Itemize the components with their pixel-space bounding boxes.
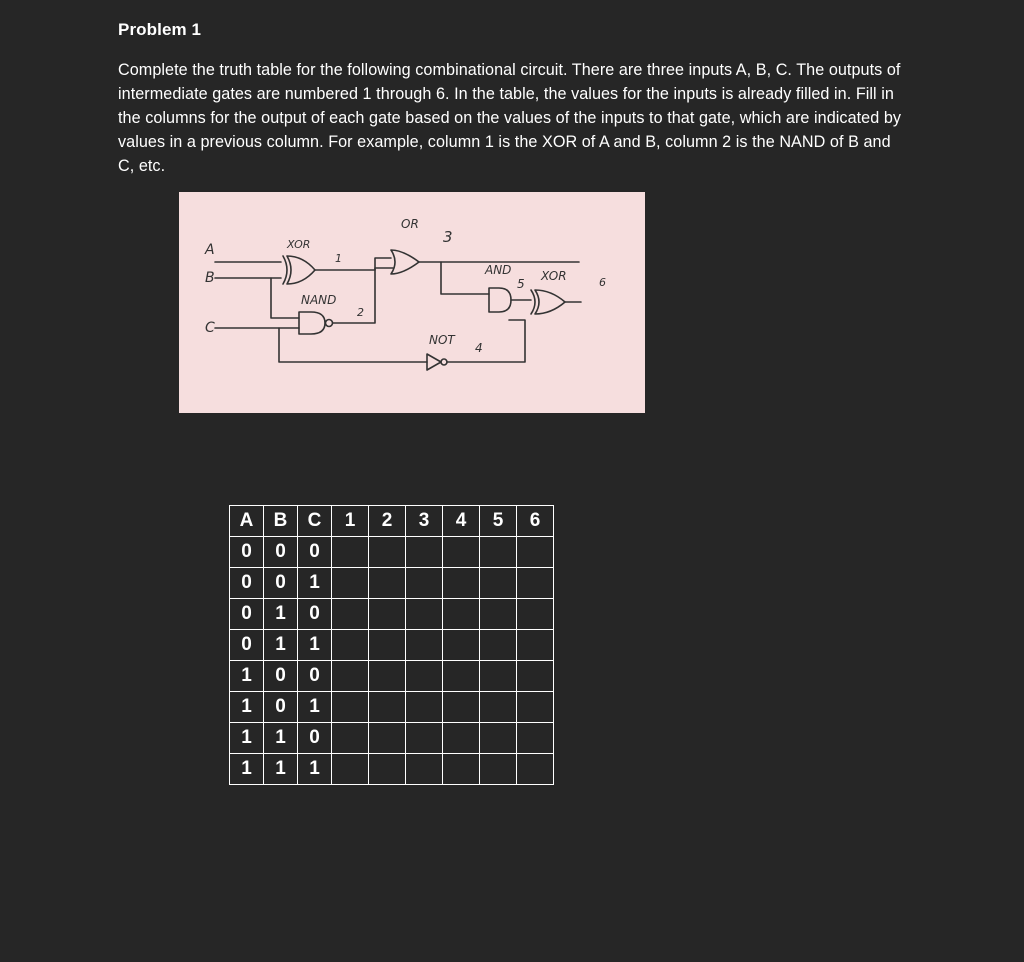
header-b: B <box>264 506 298 537</box>
label-gate5: AND <box>485 263 512 277</box>
table-row <box>230 692 554 723</box>
cell-4[interactable] <box>443 754 480 785</box>
cell-3[interactable] <box>406 630 443 661</box>
cell-c: 1 <box>298 754 332 785</box>
nand2-bubble <box>326 320 333 327</box>
problem-description: Complete the truth table for the following combinational circuit. There are three inputs A, B, C. The outputs of intermediate gates are numbered 1 through 6. In the table, the values for the inputs is already filled in. Fill in the columns for the output of each gate based on the values of the inputs to that gate, which are indicated by values in a previous column. For example, column 1 is the XOR of A and B, column 2 is the NAND of B and C, etc. <box>118 61 902 175</box>
cell-b: 1 <box>264 754 298 785</box>
cell-1[interactable] <box>332 661 369 692</box>
truth-table-header-row <box>230 506 554 537</box>
label-gate2-num: 2 <box>357 306 364 319</box>
problem-title: Problem 1 <box>118 20 202 39</box>
cell-6[interactable] <box>517 537 554 568</box>
cell-2[interactable] <box>369 568 406 599</box>
cell-4[interactable] <box>443 661 480 692</box>
nand2-body <box>299 312 325 334</box>
cell-c: 1 <box>298 568 332 599</box>
cell-3[interactable] <box>406 537 443 568</box>
header-1: 1 <box>332 506 369 537</box>
cell-5[interactable] <box>480 630 517 661</box>
cell-5[interactable] <box>480 568 517 599</box>
cell-2[interactable] <box>369 599 406 630</box>
cell-3[interactable] <box>406 661 443 692</box>
cell-5[interactable] <box>480 692 517 723</box>
circuit-drawing <box>179 192 645 413</box>
cell-5[interactable] <box>480 723 517 754</box>
cell-6[interactable] <box>517 630 554 661</box>
cell-1[interactable] <box>332 692 369 723</box>
header-c: C <box>298 506 332 537</box>
cell-a: 0 <box>230 599 264 630</box>
cell-1[interactable] <box>332 599 369 630</box>
cell-b: 0 <box>264 692 298 723</box>
circuit-diagram <box>179 192 645 413</box>
cell-1[interactable] <box>332 754 369 785</box>
cell-c: 1 <box>298 630 332 661</box>
cell-5[interactable] <box>480 599 517 630</box>
label-gate5-num: 5 <box>517 277 525 291</box>
cell-6[interactable] <box>517 661 554 692</box>
table-row <box>230 630 554 661</box>
cell-4[interactable] <box>443 537 480 568</box>
cell-2[interactable] <box>369 537 406 568</box>
xor1-body <box>287 256 315 284</box>
label-input-c: C <box>205 320 215 336</box>
cell-b: 0 <box>264 537 298 568</box>
cell-b: 0 <box>264 661 298 692</box>
header-2: 2 <box>369 506 406 537</box>
label-gate1: XOR <box>287 238 311 251</box>
label-gate3-num: 3 <box>443 228 453 246</box>
label-gate3: OR <box>401 217 419 231</box>
header-3: 3 <box>406 506 443 537</box>
truth-table <box>229 505 554 785</box>
header-6: 6 <box>517 506 554 537</box>
cell-c: 0 <box>298 661 332 692</box>
table-row <box>230 599 554 630</box>
table-row <box>230 723 554 754</box>
cell-a: 1 <box>230 723 264 754</box>
not4-body <box>427 354 441 370</box>
table-row <box>230 661 554 692</box>
wire-4 <box>447 320 525 362</box>
cell-6[interactable] <box>517 568 554 599</box>
cell-b: 0 <box>264 568 298 599</box>
cell-b: 1 <box>264 599 298 630</box>
label-gate4-num: 4 <box>475 341 483 355</box>
cell-2[interactable] <box>369 630 406 661</box>
cell-1[interactable] <box>332 537 369 568</box>
and5-body <box>489 288 511 312</box>
header-4: 4 <box>443 506 480 537</box>
cell-5[interactable] <box>480 537 517 568</box>
cell-6[interactable] <box>517 723 554 754</box>
cell-3[interactable] <box>406 754 443 785</box>
table-row <box>230 754 554 785</box>
not4-bubble <box>441 359 447 365</box>
cell-a: 1 <box>230 692 264 723</box>
cell-4[interactable] <box>443 692 480 723</box>
cell-c: 0 <box>298 537 332 568</box>
cell-c: 0 <box>298 599 332 630</box>
cell-b: 1 <box>264 630 298 661</box>
cell-2[interactable] <box>369 692 406 723</box>
xor6-body <box>535 290 565 314</box>
table-row <box>230 537 554 568</box>
or3-body <box>391 250 419 274</box>
cell-3[interactable] <box>406 599 443 630</box>
cell-b: 1 <box>264 723 298 754</box>
label-gate6: XOR <box>541 269 567 283</box>
cell-3[interactable] <box>406 568 443 599</box>
label-gate6-num: 6 <box>599 276 606 289</box>
cell-1[interactable] <box>332 630 369 661</box>
cell-c: 0 <box>298 723 332 754</box>
cell-2[interactable] <box>369 723 406 754</box>
label-gate1-num: 1 <box>335 252 342 265</box>
label-input-b: B <box>205 270 215 286</box>
table-row <box>230 568 554 599</box>
wire-3-to-and <box>441 262 489 294</box>
header-a: A <box>230 506 264 537</box>
cell-3[interactable] <box>406 692 443 723</box>
label-input-a: A <box>205 242 215 258</box>
cell-a: 0 <box>230 630 264 661</box>
cell-6[interactable] <box>517 692 554 723</box>
label-gate2: NAND <box>301 293 337 307</box>
cell-a: 0 <box>230 568 264 599</box>
cell-2[interactable] <box>369 754 406 785</box>
cell-6[interactable] <box>517 754 554 785</box>
cell-a: 0 <box>230 537 264 568</box>
cell-5[interactable] <box>480 754 517 785</box>
wire-c-to-not <box>279 328 427 362</box>
cell-1[interactable] <box>332 723 369 754</box>
cell-a: 1 <box>230 754 264 785</box>
cell-4[interactable] <box>443 630 480 661</box>
cell-2[interactable] <box>369 661 406 692</box>
cell-3[interactable] <box>406 723 443 754</box>
cell-6[interactable] <box>517 599 554 630</box>
header-5: 5 <box>480 506 517 537</box>
label-gate4: NOT <box>429 333 455 347</box>
cell-4[interactable] <box>443 568 480 599</box>
cell-4[interactable] <box>443 599 480 630</box>
xor1-back <box>283 256 287 284</box>
cell-a: 1 <box>230 661 264 692</box>
xor6-back <box>531 290 535 314</box>
cell-c: 1 <box>298 692 332 723</box>
cell-5[interactable] <box>480 661 517 692</box>
wire-b-to-nand <box>271 278 299 318</box>
cell-4[interactable] <box>443 723 480 754</box>
cell-1[interactable] <box>332 568 369 599</box>
